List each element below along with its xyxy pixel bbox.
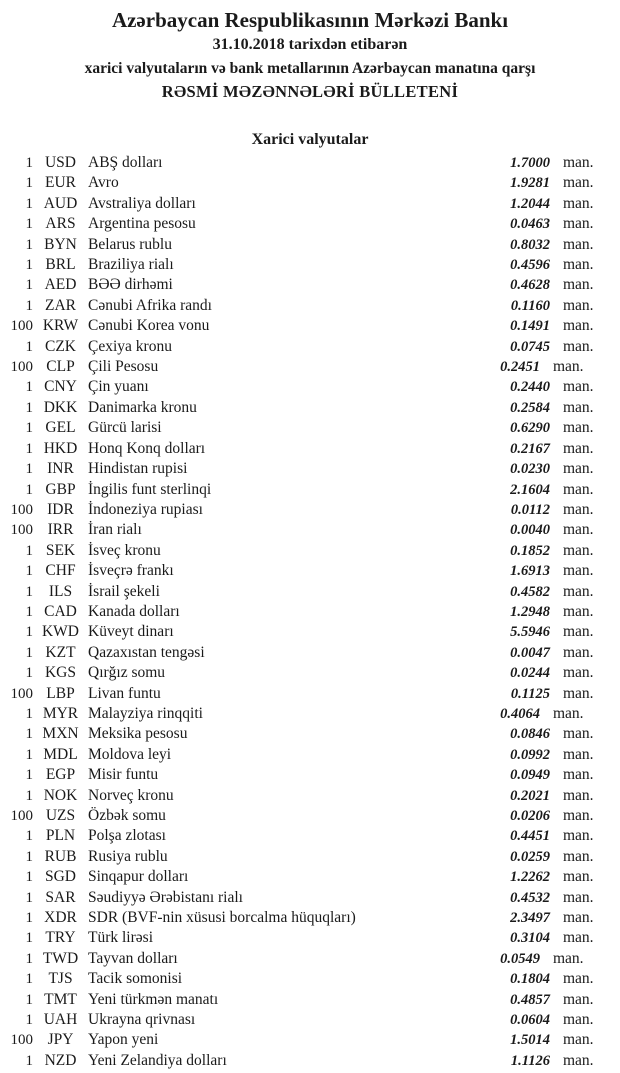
rate-value-cell: 0.2440 [510, 379, 550, 396]
unit-label-cell: man. [563, 766, 594, 784]
quantity-cell: 100 [10, 685, 33, 702]
currency-name-cell: İran rialı [88, 521, 142, 539]
currency-code-cell: EUR [45, 174, 76, 192]
currency-name-cell: Norveç kronu [88, 786, 174, 804]
unit-label-cell: man. [553, 358, 584, 376]
currency-name-cell: Malayziya rinqqiti [88, 704, 203, 722]
currency-name-cell: Ukrayna qrivnası [88, 1011, 196, 1029]
rate-value-cell: 0.0549 [500, 950, 540, 967]
currency-name-cell: Türk lirəsi [88, 929, 153, 947]
quantity-cell: 1 [25, 665, 33, 682]
unit-label-cell: man. [563, 235, 594, 253]
currency-code-cell: UZS [45, 807, 76, 824]
currency-name-cell: Rusiya rublu [88, 847, 168, 865]
unit-label-cell: man. [563, 460, 594, 478]
rate-row [0, 439, 620, 459]
unit-label-cell: man. [563, 541, 594, 559]
currency-name-cell: Küveyt dinarı [88, 623, 174, 641]
currency-code-cell: CHF [45, 562, 76, 580]
currency-code-cell: RUB [44, 847, 77, 865]
quantity-cell: 1 [25, 644, 33, 661]
rate-row [0, 500, 620, 520]
rate-value-cell: 1.5014 [510, 1032, 550, 1049]
currency-name-cell: Cənubi Korea vonu [88, 317, 210, 335]
rate-row [0, 561, 620, 581]
quantity-cell: 1 [25, 461, 33, 478]
unit-label-cell: man. [563, 990, 594, 1008]
unit-label-cell: man. [563, 888, 594, 906]
quantity-cell: 1 [25, 216, 33, 233]
currency-code-cell: ZAR [45, 296, 76, 314]
rate-row [0, 847, 620, 867]
quantity-cell: 1 [25, 971, 33, 988]
rate-row [0, 724, 620, 744]
rate-value-cell: 0.4596 [510, 257, 550, 274]
currency-name-cell: Gürcü larisi [88, 419, 162, 437]
rate-value-cell: 2.3497 [510, 910, 550, 927]
currency-code-cell: KGS [44, 664, 76, 682]
currency-name-cell: Hindistan rupisi [88, 460, 188, 478]
rate-row [0, 418, 620, 438]
subject-line: xarici valyutaların və bank metallarının Azərbaycan manatına qarşı [84, 60, 536, 77]
rate-value-cell: 0.3104 [510, 930, 550, 947]
rate-value-cell: 0.0244 [510, 665, 550, 682]
effective-date-line: 31.10.2018 tarixdən etibarən [212, 36, 408, 53]
currency-code-cell: ILS [48, 582, 73, 600]
rate-row [0, 398, 620, 418]
unit-label-cell: man. [563, 582, 594, 600]
currency-code-cell: CZK [45, 337, 76, 355]
rate-row [0, 867, 620, 887]
currency-code-cell: KWD [41, 623, 80, 641]
quantity-cell: 100 [10, 318, 33, 335]
currency-code-cell: CLP [46, 358, 75, 376]
rate-row [0, 582, 620, 602]
rate-value-cell: 0.0604 [510, 1012, 550, 1029]
rate-value-cell: 0.1852 [510, 542, 550, 559]
quantity-cell: 100 [10, 359, 33, 376]
currency-name-cell: Kanada dolları [88, 602, 180, 620]
currency-name-cell: Səudiyyə Ərəbistanı rialı [88, 888, 243, 906]
currency-name-cell: İsveç kronu [88, 541, 161, 559]
currency-name-cell: Çexiya kronu [88, 337, 172, 355]
quantity-cell: 1 [25, 563, 33, 580]
currency-code-cell: MXN [42, 725, 79, 743]
unit-label-cell: man. [563, 480, 594, 498]
currency-code-cell: AUD [43, 194, 78, 212]
quantity-cell: 1 [25, 746, 33, 763]
quantity-cell: 1 [25, 297, 33, 314]
quantity-cell: 100 [10, 1032, 33, 1049]
unit-label-cell: man. [563, 664, 594, 682]
rate-value-cell: 1.2262 [510, 869, 550, 886]
currency-code-cell: IRR [47, 521, 74, 539]
rate-value-cell: 0.4582 [510, 583, 550, 600]
rate-value-cell: 0.0846 [510, 726, 550, 743]
rate-value-cell: 0.0745 [510, 338, 550, 355]
rate-value-cell: 0.1491 [510, 318, 550, 335]
currency-code-cell: SGD [44, 868, 76, 886]
currency-name-cell: Özbək somu [88, 807, 166, 824]
rate-row [0, 173, 620, 193]
unit-label-cell: man. [563, 378, 594, 396]
currency-name-cell: Tayvan dolları [88, 949, 178, 967]
rate-row [0, 296, 620, 316]
rate-row [0, 602, 620, 622]
currency-code-cell: BRL [45, 256, 76, 274]
unit-label-cell: man. [563, 419, 594, 437]
currency-code-cell: EGP [45, 766, 76, 784]
quantity-cell: 1 [25, 420, 33, 437]
bulletin-title: RƏSMİ MƏZƏNNƏLƏRİ BÜLLETENİ [161, 82, 459, 101]
quantity-cell: 100 [10, 808, 33, 824]
unit-label-cell: man. [563, 1011, 594, 1029]
quantity-cell: 1 [25, 705, 33, 722]
currency-code-cell: SAR [45, 888, 76, 906]
currency-name-cell: İsveçrə frankı [88, 562, 174, 580]
quantity-cell: 1 [25, 481, 33, 498]
quantity-cell: 1 [25, 257, 33, 274]
rate-value-cell: 0.4628 [510, 277, 550, 294]
quantity-cell: 100 [10, 501, 33, 518]
unit-label-cell: man. [563, 807, 594, 824]
unit-label-cell: man. [563, 215, 594, 233]
currency-code-cell: JPY [47, 1031, 74, 1049]
currency-code-cell: USD [44, 154, 76, 171]
currency-name-cell: Polşa zlotası [88, 827, 166, 845]
quantity-cell: 1 [25, 828, 33, 845]
rate-value-cell: 0.6290 [510, 420, 550, 437]
currency-name-cell: Misir funtu [88, 766, 159, 784]
rate-row [0, 235, 620, 255]
rate-row [0, 337, 620, 357]
currency-code-cell: SEK [45, 541, 76, 559]
currency-code-cell: TRY [45, 929, 76, 947]
rate-row [0, 1010, 620, 1030]
rate-row [0, 663, 620, 683]
rate-row [0, 214, 620, 234]
currency-code-cell: AED [44, 276, 77, 294]
currency-code-cell: LBP [46, 684, 75, 702]
currency-name-cell: Yapon yeni [88, 1031, 159, 1049]
quantity-cell: 1 [25, 175, 33, 192]
currency-code-cell: IDR [47, 500, 74, 518]
rate-value-cell: 1.2044 [510, 195, 550, 212]
unit-label-cell: man. [563, 745, 594, 763]
currency-name-cell: Yeni Zelandiya dolları [88, 1051, 227, 1069]
quantity-cell: 1 [25, 930, 33, 947]
currency-name-cell: Çili Pesosu [88, 358, 159, 376]
bank-title: Azərbaycan Respublikasının Mərkəzi Bankı [111, 8, 509, 32]
quantity-cell: 1 [25, 848, 33, 865]
unit-label-cell: man. [563, 276, 594, 294]
rate-value-cell: 0.2451 [500, 359, 540, 376]
quantity-cell: 1 [25, 583, 33, 600]
quantity-cell: 1 [25, 155, 33, 171]
currency-name-cell: Avstraliya dolları [88, 194, 196, 212]
currency-code-cell: NZD [44, 1051, 77, 1069]
currency-code-cell: NOK [43, 786, 78, 804]
currency-code-cell: ARS [45, 215, 76, 233]
rate-value-cell: 0.0259 [510, 848, 550, 865]
unit-label-cell: man. [563, 194, 594, 212]
currency-name-cell: Qazaxıstan tengəsi [88, 643, 205, 661]
unit-label-cell: man. [563, 1051, 594, 1069]
rate-value-cell: 2.1604 [510, 481, 550, 498]
rate-row [0, 357, 620, 377]
rate-value-cell: 0.0112 [510, 501, 550, 518]
currency-code-cell: GBP [45, 480, 76, 498]
rate-row [0, 806, 620, 826]
unit-label-cell: man. [563, 623, 594, 641]
quantity-cell: 1 [25, 910, 33, 927]
currency-name-cell: Argentina pesosu [88, 215, 196, 233]
rate-value-cell: 1.1126 [510, 1052, 550, 1069]
rate-value-cell: 0.0230 [510, 461, 550, 478]
rate-value-cell: 0.4064 [500, 705, 540, 722]
rate-value-cell: 1.2948 [510, 603, 550, 620]
rate-row [0, 275, 620, 295]
rate-row [0, 908, 620, 928]
unit-label-cell: man. [563, 725, 594, 743]
currency-name-cell: Qırğız somu [88, 664, 166, 682]
unit-label-cell: man. [553, 704, 584, 722]
currency-name-cell: İsrail şekeli [88, 582, 160, 600]
unit-label-cell: man. [563, 970, 594, 988]
currency-name-cell: Moldova leyi [88, 745, 172, 763]
quantity-cell: 1 [25, 869, 33, 886]
rate-row [0, 622, 620, 642]
currency-code-cell: BYN [44, 235, 77, 253]
unit-label-cell: man. [563, 521, 594, 539]
rate-row [0, 153, 620, 173]
rate-value-cell: 0.2021 [510, 787, 550, 804]
unit-label-cell: man. [563, 562, 594, 580]
unit-label-cell: man. [563, 684, 594, 702]
currency-code-cell: GEL [45, 419, 76, 437]
rate-row [0, 928, 620, 948]
rate-row [0, 684, 620, 704]
quantity-cell: 1 [25, 726, 33, 743]
unit-label-cell: man. [563, 643, 594, 661]
rate-row [0, 459, 620, 479]
unit-label-cell: man. [563, 909, 594, 927]
quantity-cell: 1 [25, 624, 33, 641]
rate-value-cell: 0.0040 [510, 522, 550, 539]
rate-value-cell: 0.2584 [510, 399, 550, 416]
rate-row [0, 745, 620, 765]
unit-label-cell: man. [563, 154, 594, 171]
rate-row [0, 541, 620, 561]
currency-code-cell: HKD [43, 439, 78, 457]
quantity-cell: 1 [25, 236, 33, 253]
unit-label-cell: man. [563, 929, 594, 947]
rate-value-cell: 0.0992 [510, 746, 550, 763]
currency-name-cell: Honq Konq dolları [88, 439, 206, 457]
currency-name-cell: İndoneziya rupiası [88, 500, 203, 518]
unit-label-cell: man. [563, 868, 594, 886]
rate-value-cell: 0.0047 [510, 644, 550, 661]
quantity-cell: 1 [25, 1052, 33, 1069]
quantity-cell: 1 [25, 379, 33, 396]
unit-label-cell: man. [553, 949, 584, 967]
rate-row [0, 1030, 620, 1050]
quantity-cell: 100 [10, 522, 33, 539]
currency-name-cell: Avro [88, 174, 119, 192]
unit-label-cell: man. [563, 602, 594, 620]
currency-code-cell: KRW [42, 317, 79, 335]
quantity-cell: 1 [25, 277, 33, 294]
rate-row [0, 316, 620, 336]
rate-value-cell: 0.0206 [510, 808, 550, 824]
currency-code-cell: UAH [43, 1011, 78, 1029]
quantity-cell: 1 [25, 950, 33, 967]
rate-row [0, 765, 620, 785]
quantity-cell: 1 [25, 767, 33, 784]
currency-code-cell: TJS [48, 970, 73, 988]
rate-row [0, 377, 620, 397]
currency-name-cell: Sinqapur dolları [88, 868, 189, 886]
unit-label-cell: man. [563, 827, 594, 845]
rate-row [0, 255, 620, 275]
quantity-cell: 1 [25, 787, 33, 804]
rate-row [0, 949, 620, 969]
exchange-rates-table [0, 153, 620, 1071]
quantity-cell: 1 [25, 399, 33, 416]
currency-name-cell: Çin yuanı [88, 378, 149, 396]
currency-name-cell: Danimarka kronu [88, 398, 197, 416]
quantity-cell: 1 [25, 440, 33, 457]
currency-code-cell: MYR [42, 704, 79, 722]
currency-code-cell: KZT [45, 643, 76, 661]
rate-row [0, 888, 620, 908]
currency-code-cell: PLN [45, 827, 76, 845]
currency-name-cell: Belarus rublu [88, 235, 172, 253]
unit-label-cell: man. [563, 174, 594, 192]
unit-label-cell: man. [563, 439, 594, 457]
currency-code-cell: CAD [44, 602, 77, 620]
currency-name-cell: Yeni türkmən manatı [88, 990, 219, 1008]
bulletin-header [0, 0, 620, 103]
currency-name-cell: Braziliya rialı [88, 256, 174, 274]
unit-label-cell: man. [563, 337, 594, 355]
currency-name-cell: SDR (BVF-nin xüsusi borcalma hüquqları) [88, 909, 356, 927]
rate-row [0, 990, 620, 1010]
unit-label-cell: man. [563, 296, 594, 314]
rate-value-cell: 0.1804 [510, 971, 550, 988]
rate-value-cell: 0.2167 [510, 440, 550, 457]
unit-label-cell: man. [563, 1031, 594, 1049]
rate-value-cell: 1.6913 [510, 563, 550, 580]
rate-value-cell: 0.4532 [510, 889, 550, 906]
rate-row [0, 480, 620, 500]
quantity-cell: 1 [25, 338, 33, 355]
rate-value-cell: 0.0463 [510, 216, 550, 233]
rate-row [0, 826, 620, 846]
section-title-foreign-currencies: Xarici valyutalar [251, 131, 369, 148]
quantity-cell: 1 [25, 195, 33, 212]
quantity-cell: 1 [25, 603, 33, 620]
currency-code-cell: TWD [42, 949, 79, 967]
unit-label-cell: man. [563, 256, 594, 274]
currency-code-cell: INR [47, 460, 74, 478]
currency-name-cell: Meksika pesosu [88, 725, 188, 743]
rate-row [0, 786, 620, 806]
rate-value-cell: 0.8032 [510, 236, 550, 253]
quantity-cell: 1 [25, 889, 33, 906]
unit-label-cell: man. [563, 500, 594, 518]
rate-value-cell: 0.4857 [510, 991, 550, 1008]
rate-row [0, 194, 620, 214]
currency-name-cell: Cənubi Afrika randı [88, 296, 212, 314]
currency-name-cell: ABŞ dolları [88, 154, 163, 171]
rate-value-cell: 0.0949 [510, 767, 550, 784]
quantity-cell: 1 [25, 991, 33, 1008]
rate-row [0, 643, 620, 663]
currency-name-cell: Tacik somonisi [88, 970, 183, 988]
rate-row [0, 1051, 620, 1071]
rate-value-cell: 0.1125 [510, 685, 550, 702]
rate-value-cell: 0.1160 [510, 297, 550, 314]
rate-row [0, 969, 620, 989]
currency-name-cell: BƏƏ dirhəmi [88, 276, 173, 294]
rate-value-cell: 1.9281 [510, 175, 550, 192]
unit-label-cell: man. [563, 847, 594, 865]
unit-label-cell: man. [563, 786, 594, 804]
unit-label-cell: man. [563, 398, 594, 416]
rate-row [0, 704, 620, 724]
currency-code-cell: XDR [44, 909, 77, 927]
quantity-cell: 1 [25, 542, 33, 559]
currency-code-cell: DKK [43, 398, 78, 416]
currency-code-cell: MDL [43, 745, 78, 763]
currency-code-cell: TMT [44, 990, 77, 1008]
rate-row [0, 520, 620, 540]
rate-value-cell: 0.4451 [510, 828, 550, 845]
quantity-cell: 1 [25, 1012, 33, 1029]
currency-name-cell: Livan funtu [88, 684, 161, 702]
unit-label-cell: man. [563, 317, 594, 335]
currency-name-cell: İngilis funt sterlinqi [88, 480, 212, 498]
rate-value-cell: 1.7000 [510, 155, 550, 171]
currency-code-cell: CNY [44, 378, 77, 396]
rate-value-cell: 5.5946 [510, 624, 550, 641]
